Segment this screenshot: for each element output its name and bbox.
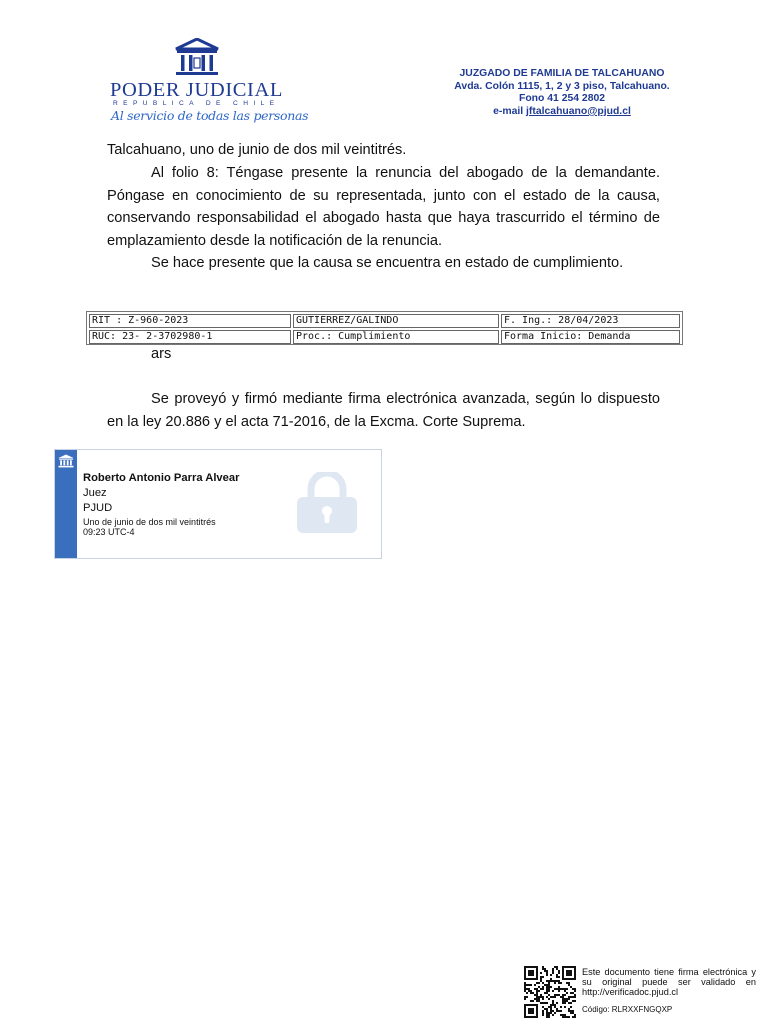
lock-icon (291, 472, 363, 534)
date-line: Talcahuano, uno de junio de dos mil veintitrés. (107, 142, 407, 158)
signer-role: Juez (83, 487, 107, 499)
case-rit: RIT : Z-960-2023 (89, 314, 291, 328)
court-email-line (420, 106, 704, 119)
table-row (89, 314, 680, 328)
logo-slogan: Al servicio de todas las personas (111, 108, 309, 123)
courthouse-icon (58, 454, 74, 468)
signature-date: Uno de junio de dos mil veintitrés (83, 517, 216, 527)
court-name: JUZGADO DE FAMILIA DE TALCAHUANO (459, 68, 665, 79)
case-table (86, 311, 683, 345)
courthouse-icon (172, 38, 222, 78)
signature-side-bar (55, 450, 77, 558)
court-email-prefix: e-mail (493, 105, 524, 117)
logo-subtitle: REPUBLICA DE CHILE (113, 100, 280, 107)
case-start-form: Forma Inicio: Demanda (501, 330, 680, 344)
poder-judicial-logo (110, 38, 309, 130)
main-paragraph: Al folio 8: Téngase presente la renuncia del abogado de la demandante. Póngase en conocimiento de su representada, junto con el estado de la causa, conservando responsabilidad el abogado hasta que haya trascurrido el término de emplazamiento desde la notificación de la renuncia. (107, 165, 660, 249)
court-address: Avda. Colón 1115, 1, 2 y 3 piso, Talcahuano. (454, 80, 670, 92)
court-phone: Fono 41 254 2802 (518, 93, 606, 105)
signer-name: Roberto Antonio Parra Alvear (83, 472, 240, 484)
verification-code: Código: RLRXXFNGQXP (582, 1005, 673, 1014)
case-ruc: RUC: 23- 2-3702980-1 (89, 330, 291, 344)
signature-time: 09:23 UTC-4 (83, 527, 135, 537)
court-header (420, 68, 704, 118)
table-row (89, 330, 680, 344)
electronic-signature-box (54, 449, 382, 559)
status-line: Se hace presente que la causa se encuentra en estado de cumplimiento. (151, 255, 624, 271)
signer-org: PJUD (83, 502, 113, 514)
verification-text: Este documento tiene firma electrónica y su original puede ser validado en http://verificadoc.pjud.cl (582, 967, 756, 998)
case-procedure: Proc.: Cumplimiento (293, 330, 499, 344)
signature-statement: Se proveyó y firmó mediante firma electrónica avanzada, según lo dispuesto en la ley 20.886 y el acta 71-2016, de la Excma. Corte Suprema. (107, 391, 660, 430)
initials: ars (151, 346, 172, 362)
case-entry-date: F. Ing.: 28/04/2023 (501, 314, 680, 328)
case-parties: GUTIÉRREZ/GALINDO (293, 314, 499, 328)
qr-code-icon (524, 966, 576, 1023)
logo-title: PODER JUDICIAL (110, 79, 283, 101)
court-email-link[interactable]: jftalcahuano@pjud.cl (526, 105, 631, 117)
